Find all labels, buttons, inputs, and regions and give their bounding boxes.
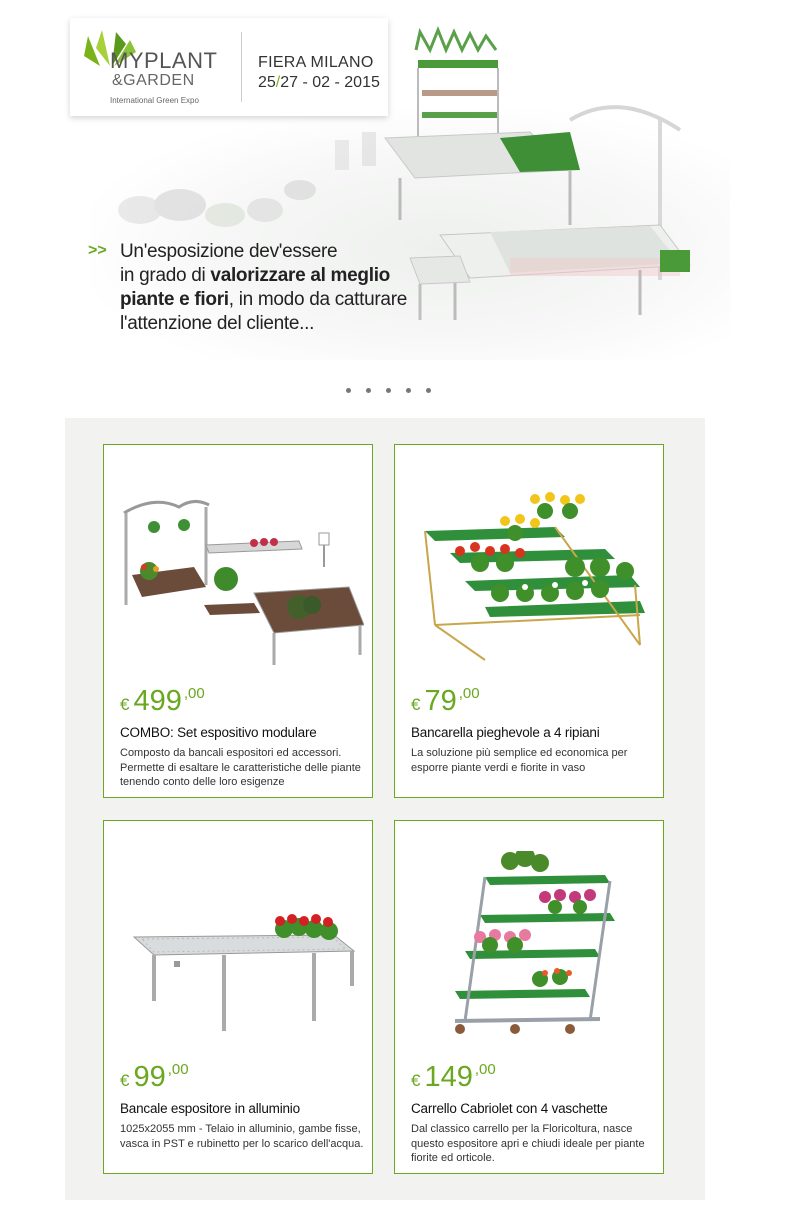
price-integer: 79 xyxy=(424,685,457,717)
logo-divider xyxy=(241,32,242,102)
hero-banner[interactable] xyxy=(0,0,791,370)
fair-date-separator: / xyxy=(275,74,281,91)
product-price xyxy=(120,685,205,718)
product-description: 1025x2055 mm - Telaio in alluminio, gambe fisse, vasca in PST e rubinetto per lo scarico dell'acqua. xyxy=(120,1123,364,1150)
product-description: Dal classico carrello per la Floricoltura, nasce questo espositore apri e chiudi ideale per piante fiorite ed orticole. xyxy=(411,1123,645,1164)
logo-wordmark: MYPLANT xyxy=(110,48,218,73)
hero-line-2-emphasis: valorizzare al meglio xyxy=(210,265,390,286)
product-grid xyxy=(65,418,705,1200)
product-description: La soluzione più semplice ed economica per esporre piante verdi e fiorite in vaso xyxy=(411,747,628,774)
folding-flower-stand-icon xyxy=(405,475,655,675)
product-card-combo[interactable] xyxy=(103,444,373,798)
product-price xyxy=(411,685,480,718)
hero-line-1: Un'esposizione dev'essere xyxy=(120,241,338,262)
product-title[interactable]: Bancale espositore in alluminio xyxy=(120,1101,300,1116)
modular-display-set-icon xyxy=(114,475,364,675)
price-decimals: ,00 xyxy=(167,1061,189,1078)
product-title[interactable]: COMBO: Set espositivo modulare xyxy=(120,725,317,740)
aluminium-bench-icon xyxy=(114,851,364,1051)
carousel-dot[interactable] xyxy=(426,388,431,393)
product-title[interactable]: Carrello Cabriolet con 4 vaschette xyxy=(411,1101,608,1116)
logo-subwordmark: &GARDEN xyxy=(112,72,195,89)
product-price xyxy=(120,1061,189,1094)
fair-date-start: 25 xyxy=(258,74,276,91)
logo-tagline: International Green Expo xyxy=(110,96,199,105)
product-card-folding-stand[interactable] xyxy=(394,444,664,798)
price-decimals: ,00 xyxy=(474,1061,496,1078)
carousel-dot[interactable] xyxy=(386,388,391,393)
price-integer: 99 xyxy=(133,1061,166,1093)
price-integer: 149 xyxy=(424,1061,473,1093)
hero-line-2 xyxy=(120,264,390,288)
double-chevron-icon: >> xyxy=(88,242,107,259)
price-decimals: ,00 xyxy=(183,685,205,702)
product-description: Composto da bancali espositori ed accessori. Permette di esaltare le caratteristiche delle piante tenendo conto delle loro esigenze xyxy=(120,747,361,788)
product-card-cabriolet-cart[interactable] xyxy=(394,820,664,1174)
currency-symbol: € xyxy=(411,695,421,714)
product-price xyxy=(411,1061,496,1094)
product-card-aluminium-bench[interactable] xyxy=(103,820,373,1174)
currency-symbol: € xyxy=(120,695,130,714)
carousel-dot[interactable] xyxy=(346,388,351,393)
currency-symbol: € xyxy=(120,1071,130,1090)
hero-line-2-text: in grado di xyxy=(120,265,211,286)
product-title[interactable]: Bancarella pieghevole a 4 ripiani xyxy=(411,725,600,740)
hero-line-3-text: , in modo da catturare xyxy=(228,289,407,310)
currency-symbol: € xyxy=(411,1071,421,1090)
price-decimals: ,00 xyxy=(458,685,480,702)
hero-line-3 xyxy=(120,288,407,312)
cabriolet-cart-icon xyxy=(405,851,655,1051)
fair-name: FIERA MILANO xyxy=(258,54,374,71)
carousel-dot[interactable] xyxy=(366,388,371,393)
hero-line-4: l'attenzione del cliente... xyxy=(120,313,315,334)
carousel-dot[interactable] xyxy=(406,388,411,393)
fair-date-end: 27 - 02 - 2015 xyxy=(280,74,380,91)
event-logo-card[interactable] xyxy=(70,18,388,116)
price-integer: 499 xyxy=(133,685,182,717)
fair-date xyxy=(258,74,380,92)
hero-line-3-emphasis: piante e fiori xyxy=(120,289,229,310)
